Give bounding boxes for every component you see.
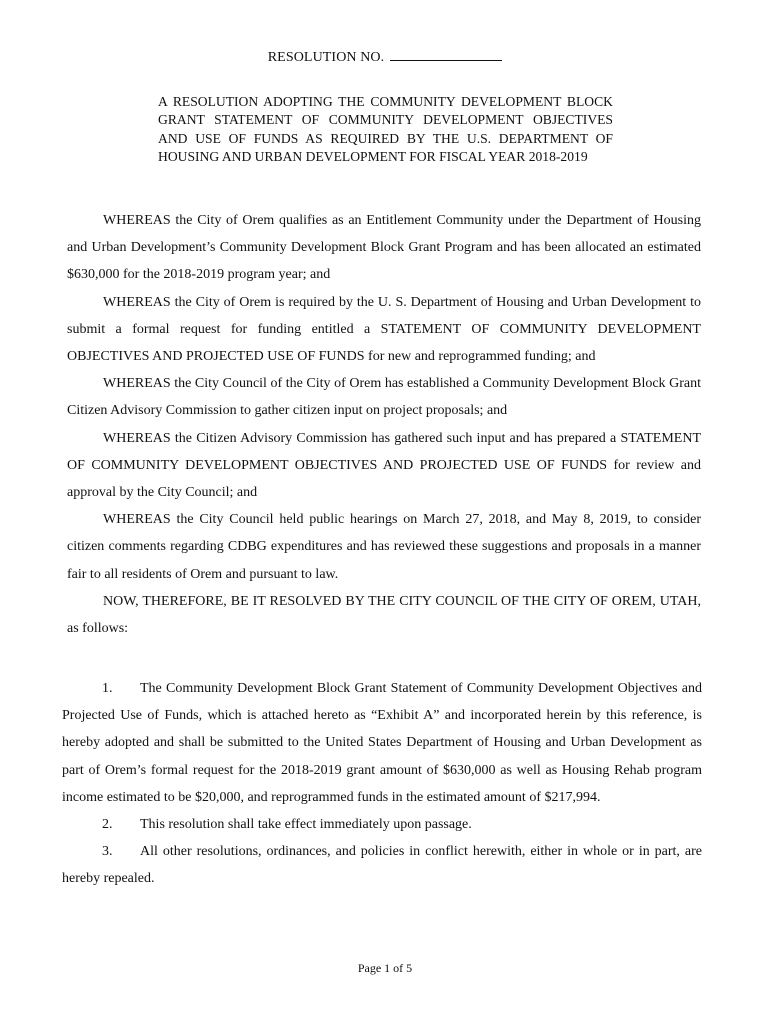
resolution-number-line xyxy=(0,48,770,66)
whereas-clause: WHEREAS the City Council of the City of Orem has established a Community Development Block Grant Citizen Advisory Commission to gather citizen input on project proposals; and xyxy=(67,376,701,419)
numbered-section xyxy=(62,675,702,893)
whereas-clause: WHEREAS the City of Orem is required by the U. S. Department of Housing and Urban Development to submit a formal request for funding entitled a STATEMENT OF COMMUNITY DEVELOPMENT OBJECTIVES AND PROJECTED USE OF FUNDS for new and reprogrammed funding; and xyxy=(67,294,701,365)
resolution-title: A RESOLUTION ADOPTING THE COMMUNITY DEVELOPMENT BLOCK GRANT STATEMENT OF COMMUNITY DEVELOPMENT OBJECTIVES AND USE OF FUNDS AS REQUIRED BY THE U.S. DEPARTMENT OF HOUSING AND URBAN DEVELOPMENT FOR FISCAL YEAR 2018-2019 xyxy=(158,94,613,164)
numbered-item xyxy=(62,811,702,838)
whereas-clause: WHEREAS the City Council held public hearings on March 27, 2018, and May 8, 2019, to consider citizen comments regarding CDBG expenditures and has reviewed these suggestions and proposals in a manner fair to all residents of Orem and pursuant to law. xyxy=(67,512,701,582)
item-number: 3. xyxy=(102,844,113,860)
item-text: All other resolutions, ordinances, and policies in conflict herewith, either in whole or in part, are hereby repealed. xyxy=(62,844,702,887)
whereas-clause: WHEREAS the City of Orem qualifies as an Entitlement Community under the Department of Housing and Urban Development’s Community Development Block Grant Program and has been allocated an estimated $630,000 for the 2018-2019 program year; and xyxy=(67,213,701,283)
resolved-clause: NOW, THEREFORE, BE IT RESOLVED BY THE CITY COUNCIL OF THE CITY OF OREM, UTAH, as follows: xyxy=(67,593,701,637)
resolution-body xyxy=(67,207,701,642)
numbered-item xyxy=(62,675,702,811)
page-number: Page 1 of 5 xyxy=(357,961,413,975)
item-number: 1. xyxy=(102,681,113,696)
resolution-number-label: RESOLUTION NO. xyxy=(267,50,385,65)
item-text: The Community Development Block Grant Statement of Community Development Objectives and Projected Use of Funds, which is attached hereto as “Exhibit A” and incorporated herein by this reference, is hereby adopted and shall be submitted to the United States Department of Housing and Urban Development as part of Orem’s formal request for the 2018-2019 grant amount of $630,000 as well as Housing Rehab program income estimated to be $20,000, and reprogrammed funds in the estimated amount of $217,994. xyxy=(62,681,702,805)
whereas-clause: WHEREAS the Citizen Advisory Commission has gathered such input and has prepared a STATEMENT OF COMMUNITY DEVELOPMENT OBJECTIVES AND PROJECTED USE OF FUNDS for review and approval by the City Council; and xyxy=(67,430,701,501)
item-text: This resolution shall take effect immediately upon passage. xyxy=(140,817,472,833)
numbered-item xyxy=(62,838,702,892)
item-number: 2. xyxy=(102,817,113,833)
resolution-number-blank xyxy=(390,48,502,61)
